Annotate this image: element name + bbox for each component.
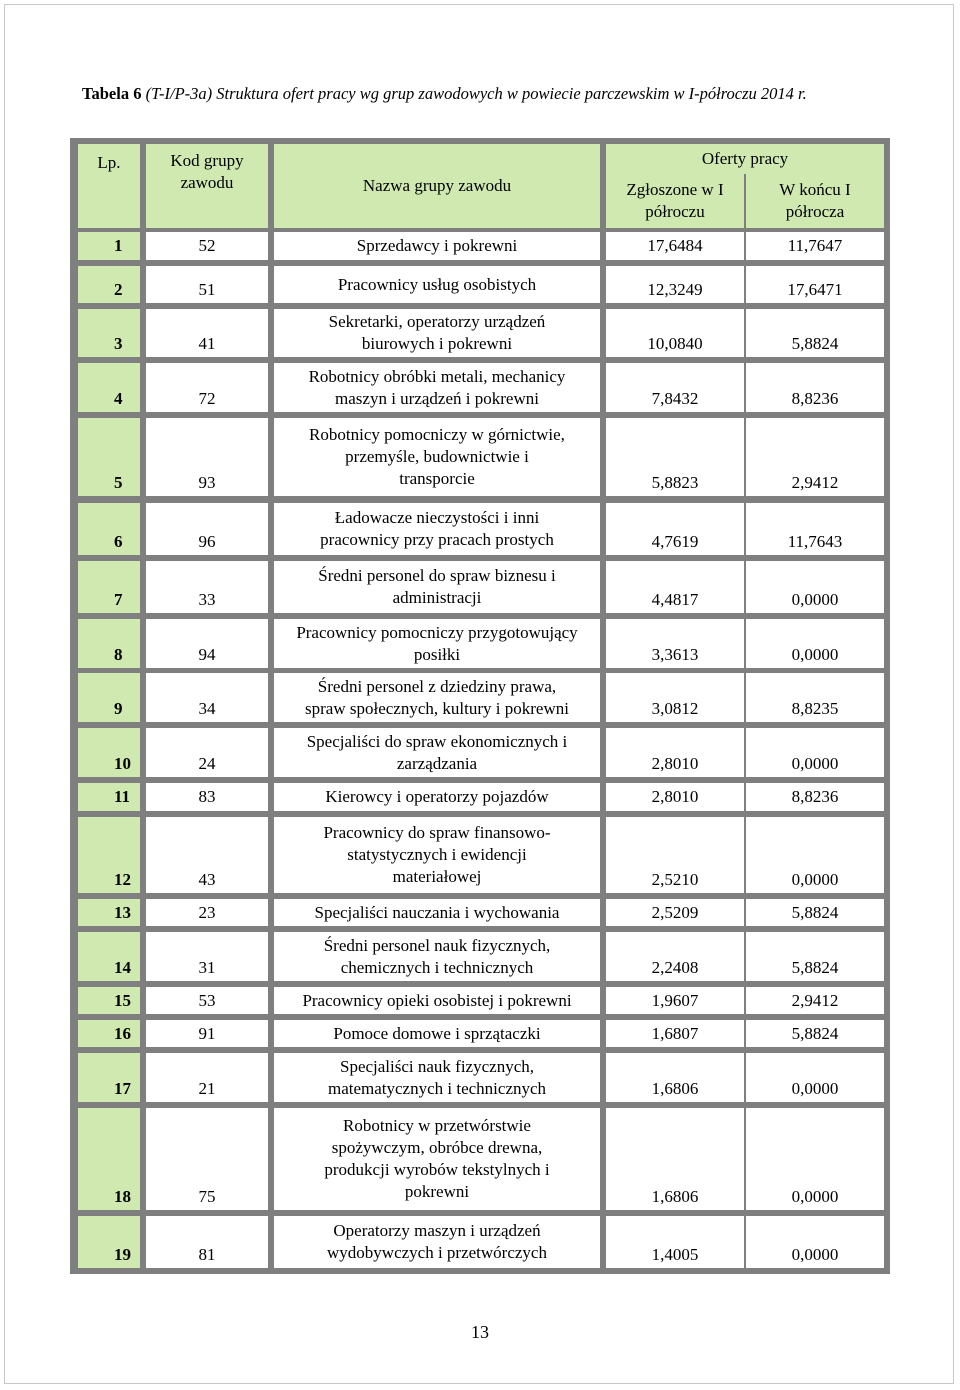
row-lp	[78, 899, 140, 926]
row-kod-text: 31	[198, 958, 216, 977]
row-nazwa	[274, 783, 600, 811]
row-koniec	[746, 1216, 884, 1268]
row-nazwa	[274, 987, 600, 1014]
row-koniec	[746, 418, 884, 496]
row-koniec-text: 17,6471	[787, 280, 843, 299]
row-koniec-text: 8,8236	[791, 389, 839, 408]
row-zgloszone	[606, 817, 744, 893]
row-kod	[146, 232, 268, 260]
row-lp	[78, 1216, 140, 1268]
row-zgloszone-text: 17,6484	[647, 236, 703, 255]
row-kod-text: 53	[198, 990, 216, 1010]
row-zgloszone	[606, 1020, 744, 1047]
row-kod	[146, 987, 268, 1014]
row-kod	[146, 673, 268, 722]
row-zgloszone	[606, 232, 744, 260]
row-nazwa-text: Kierowcy i operatorzy pojazdów	[325, 787, 549, 806]
row-nazwa	[274, 619, 600, 668]
row-koniec	[746, 266, 884, 303]
row-koniec-text: 0,0000	[791, 1079, 839, 1098]
row-lp	[78, 987, 140, 1014]
row-zgloszone-text: 1,4005	[651, 1245, 699, 1264]
row-kod	[146, 899, 268, 926]
row-lp-text: 9	[114, 699, 123, 718]
page-number: 13	[471, 1322, 489, 1342]
row-nazwa-text: Pomoce domowe i sprzątaczki	[333, 1023, 541, 1043]
row-zgloszone	[606, 728, 744, 777]
row-kod	[146, 1020, 268, 1047]
row-kod-text: 24	[198, 754, 216, 773]
row-nazwa	[274, 1020, 600, 1047]
row-koniec-text: 0,0000	[791, 754, 839, 773]
row-koniec	[746, 232, 884, 260]
row-nazwa-text: Specjaliści do spraw ekonomicznych i zarządzania	[306, 731, 568, 773]
row-nazwa	[274, 309, 600, 357]
row-koniec-text: 2,9412	[791, 473, 839, 492]
row-zgloszone-text: 7,8432	[651, 389, 699, 408]
row-zgloszone-text: 2,2408	[651, 958, 699, 977]
row-koniec	[746, 987, 884, 1014]
row-zgloszone	[606, 363, 744, 412]
row-zgloszone-text: 2,5210	[651, 870, 699, 889]
row-nazwa-text: Pracownicy pomocniczy przygotowujący posiłki	[296, 622, 578, 664]
row-kod	[146, 1216, 268, 1268]
row-kod-text: 75	[198, 1187, 216, 1206]
row-zgloszone	[606, 1053, 744, 1102]
row-nazwa-text: Średni personel do spraw biznesu i administracji	[318, 566, 556, 607]
row-lp-text: 5	[114, 473, 123, 492]
row-zgloszone-text: 3,0812	[651, 699, 699, 718]
row-kod	[146, 1053, 268, 1102]
row-zgloszone-text: 2,5209	[651, 902, 699, 922]
row-nazwa-text: Operatorzy maszyn i urządzeń wydobywczych i przetwórczych	[327, 1221, 547, 1262]
row-nazwa	[274, 817, 600, 893]
row-koniec-text: 8,8236	[791, 787, 839, 806]
row-koniec	[746, 309, 884, 357]
row-koniec	[746, 1020, 884, 1047]
row-zgloszone	[606, 1108, 744, 1210]
row-lp	[78, 363, 140, 412]
row-lp-text: 15	[114, 990, 131, 1010]
row-zgloszone	[606, 503, 744, 555]
header-lp: Lp.	[78, 144, 140, 228]
row-kod	[146, 1108, 268, 1210]
row-nazwa-text: Sekretarki, operatorzy urządzeń biurowych i pokrewni	[328, 312, 546, 353]
header-w-koncu: W końcu I półrocza	[746, 174, 884, 228]
row-kod-text: 96	[198, 532, 216, 551]
row-zgloszone	[606, 987, 744, 1014]
row-kod-text: 33	[198, 590, 216, 609]
row-zgloszone-text: 4,4817	[651, 590, 699, 609]
row-lp	[78, 232, 140, 260]
row-nazwa-text: Ładowacze nieczystości i inni pracownicy przy pracach prostych	[320, 508, 554, 549]
row-lp-text: 12	[114, 870, 131, 889]
row-lp	[78, 266, 140, 303]
row-nazwa	[274, 932, 600, 981]
row-zgloszone-text: 4,7619	[651, 532, 699, 551]
row-nazwa-text: Robotnicy obróbki metali, mechanicy maszyn i urządzeń i pokrewni	[308, 366, 566, 408]
row-nazwa	[274, 418, 600, 496]
row-nazwa	[274, 266, 600, 303]
row-kod-text: 21	[198, 1079, 216, 1098]
row-kod-text: 23	[198, 902, 216, 922]
row-nazwa	[274, 1108, 600, 1210]
row-koniec	[746, 817, 884, 893]
row-kod-text: 91	[198, 1023, 216, 1043]
row-koniec	[746, 728, 884, 777]
row-kod-text: 51	[198, 280, 216, 299]
row-lp	[78, 1108, 140, 1210]
row-lp	[78, 1053, 140, 1102]
row-lp-text: 16	[114, 1023, 131, 1043]
row-lp	[78, 1020, 140, 1047]
row-lp-text: 18	[114, 1187, 131, 1206]
row-zgloszone-text: 2,8010	[651, 754, 699, 773]
row-lp	[78, 418, 140, 496]
row-kod	[146, 363, 268, 412]
row-lp	[78, 932, 140, 981]
row-koniec	[746, 1053, 884, 1102]
row-nazwa-text: Specjaliści nauk fizycznych, matematycznych i technicznych	[327, 1056, 547, 1098]
row-lp	[78, 728, 140, 777]
header-oferty: Oferty pracy	[606, 144, 884, 174]
row-lp	[78, 619, 140, 668]
row-kod-text: 43	[198, 870, 216, 889]
row-kod-text: 41	[198, 334, 216, 353]
row-lp-text: 3	[114, 334, 123, 353]
row-lp	[78, 817, 140, 893]
row-koniec	[746, 503, 884, 555]
row-lp-text: 10	[114, 754, 131, 773]
row-lp	[78, 783, 140, 811]
row-kod	[146, 619, 268, 668]
row-koniec-text: 5,8824	[791, 902, 839, 922]
row-nazwa-text: Pracownicy opieki osobistej i pokrewni	[302, 990, 572, 1010]
row-koniec	[746, 783, 884, 811]
row-koniec-text: 0,0000	[791, 1187, 839, 1206]
row-lp-text: 17	[114, 1079, 131, 1098]
row-nazwa-text: Sprzedawcy i pokrewni	[356, 236, 518, 255]
occupations-table	[70, 138, 890, 1274]
row-kod	[146, 418, 268, 496]
row-zgloszone	[606, 619, 744, 668]
row-zgloszone	[606, 783, 744, 811]
row-koniec	[746, 899, 884, 926]
row-koniec-text: 5,8824	[791, 958, 839, 977]
row-lp	[78, 561, 140, 613]
row-zgloszone-text: 2,8010	[651, 787, 699, 806]
row-kod	[146, 561, 268, 613]
row-nazwa-text: Robotnicy w przetwórstwie spożywczym, obróbce drewna, produkcji wyrobów tekstylnych i pokrewni	[324, 1116, 550, 1201]
row-nazwa	[274, 728, 600, 777]
row-kod-text: 81	[198, 1245, 216, 1264]
row-kod	[146, 309, 268, 357]
row-zgloszone	[606, 673, 744, 722]
row-zgloszone-text: 1,9607	[651, 990, 699, 1010]
row-nazwa	[274, 673, 600, 722]
row-kod-text: 72	[198, 389, 216, 408]
row-nazwa	[274, 1216, 600, 1268]
row-zgloszone-text: 1,6806	[651, 1079, 699, 1098]
row-zgloszone-text: 12,3249	[647, 280, 703, 299]
row-nazwa	[274, 232, 600, 260]
row-lp-text: 6	[114, 532, 123, 551]
row-lp-text: 11	[114, 787, 131, 806]
row-nazwa	[274, 363, 600, 412]
row-kod-text: 94	[198, 645, 216, 664]
row-lp	[78, 673, 140, 722]
row-kod	[146, 503, 268, 555]
row-koniec	[746, 619, 884, 668]
row-koniec-text: 11,7647	[787, 236, 843, 255]
header-zgloszone: Zgłoszone w I półroczu	[606, 174, 744, 228]
row-lp	[78, 309, 140, 357]
row-lp-text: 1	[114, 236, 123, 255]
header-kod: Kod grupy zawodu	[146, 144, 268, 228]
row-nazwa-text: Pracownicy do spraw finansowo- statystycznych i ewidencji materiałowej	[323, 823, 551, 886]
row-kod	[146, 728, 268, 777]
row-kod-text: 93	[198, 473, 216, 492]
row-nazwa	[274, 899, 600, 926]
row-koniec-text: 2,9412	[791, 990, 839, 1010]
row-nazwa-text: Specjaliści nauczania i wychowania	[314, 902, 560, 922]
row-nazwa-text: Robotnicy pomocniczy w górnictwie, przemyśle, budownictwie i transporcie	[309, 425, 565, 488]
row-nazwa	[274, 1053, 600, 1102]
row-kod-text: 83	[198, 787, 216, 806]
row-koniec-text: 0,0000	[791, 870, 839, 889]
row-koniec-text: 0,0000	[791, 590, 839, 609]
row-zgloszone-text: 5,8823	[651, 473, 699, 492]
row-kod	[146, 783, 268, 811]
row-kod	[146, 266, 268, 303]
row-zgloszone-text: 1,6806	[651, 1187, 699, 1206]
row-koniec-text: 11,7643	[787, 532, 843, 551]
row-nazwa	[274, 561, 600, 613]
row-zgloszone	[606, 899, 744, 926]
row-koniec-text: 5,8824	[791, 334, 839, 353]
row-zgloszone-text: 1,6807	[651, 1023, 699, 1043]
header-nazwa: Nazwa grupy zawodu	[274, 144, 600, 228]
row-nazwa	[274, 503, 600, 555]
row-koniec	[746, 561, 884, 613]
table-title: Tabela 6 (T-I/P-3a) Struktura ofert pracy wg grup zawodowych w powiecie parczewskim w I-półroczu 2014 r.	[82, 84, 807, 103]
row-koniec	[746, 363, 884, 412]
row-koniec-text: 5,8824	[791, 1023, 839, 1043]
row-nazwa-text: Średni personel nauk fizycznych, chemicznych i technicznych	[323, 935, 551, 977]
row-lp-text: 19	[114, 1245, 131, 1264]
row-lp-text: 2	[114, 280, 123, 299]
row-zgloszone	[606, 932, 744, 981]
row-koniec	[746, 932, 884, 981]
row-zgloszone	[606, 1216, 744, 1268]
row-lp-text: 4	[114, 389, 123, 408]
row-zgloszone-text: 3,3613	[651, 645, 699, 664]
row-nazwa-text: Średni personel z dziedziny prawa, spraw społecznych, kultury i pokrewni	[305, 676, 569, 718]
row-koniec	[746, 1108, 884, 1210]
row-zgloszone	[606, 266, 744, 303]
row-kod-text: 52	[198, 236, 216, 255]
row-zgloszone-text: 10,0840	[647, 334, 703, 353]
row-lp	[78, 503, 140, 555]
row-koniec-text: 8,8235	[791, 699, 839, 718]
row-lp-text: 14	[114, 958, 131, 977]
row-kod-text: 34	[198, 699, 216, 718]
row-lp-text: 8	[114, 645, 123, 664]
row-zgloszone	[606, 561, 744, 613]
row-lp-text: 7	[114, 590, 123, 609]
row-lp-text: 13	[114, 902, 131, 922]
row-koniec	[746, 673, 884, 722]
row-koniec-text: 0,0000	[791, 1245, 839, 1264]
row-nazwa-text: Pracownicy usług osobistych	[337, 274, 537, 294]
row-kod	[146, 932, 268, 981]
row-zgloszone	[606, 309, 744, 357]
row-koniec-text: 0,0000	[791, 645, 839, 664]
row-zgloszone	[606, 418, 744, 496]
row-kod	[146, 817, 268, 893]
